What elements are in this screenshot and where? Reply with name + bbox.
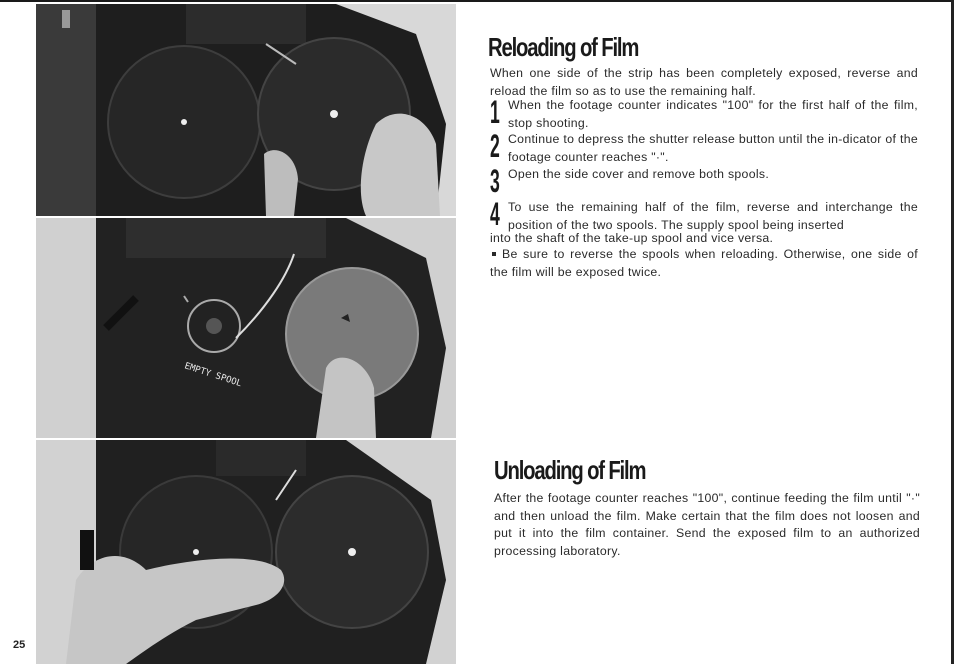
empty-spool-label: EMPTY SPOOL (183, 361, 243, 390)
unloading-text: After the footage counter reaches "100", continue feeding the film until "·" and then unload the film. Make certain that the film does not loosen and put it into the film container. Send the exposed film to an authorized processing laboratory. (494, 491, 920, 558)
step-3 (490, 163, 918, 199)
step-text: When the footage counter indicates "100" for the first half of the film, stop shooting. (508, 98, 918, 130)
photo-camera-spools-2 (36, 218, 456, 438)
step-number: 3 (490, 163, 500, 199)
step-text: To use the remaining half of the film, reverse and interchange the position of the two spools. The supply spool being inserted (508, 200, 918, 232)
photo-camera-spools-3 (36, 440, 456, 664)
step-number: 4 (490, 196, 500, 232)
step-number: 2 (490, 128, 500, 164)
page-top-border (0, 0, 954, 2)
note-text: Be sure to reverse the spools when reloading. Otherwise, one side of the film will be exposed twice. (490, 247, 918, 279)
reloading-intro: When one side of the strip has been completely exposed, reverse and reload the film so as to use the remaining half. (490, 66, 918, 98)
step-text: Continue to depress the shutter release button until the in-dicator of the footage counter reaches "·". (508, 132, 918, 164)
reloading-title: Reloading of Film (488, 32, 639, 62)
bullet-icon (492, 252, 496, 256)
step-2 (490, 128, 918, 167)
step-number: 1 (490, 94, 500, 130)
page-number: 25 (13, 639, 26, 651)
step-4-continuation: into the shaft of the take-up spool and vice versa. (490, 231, 774, 245)
unloading-title: Unloading of Film (494, 455, 646, 485)
reloading-note (490, 246, 918, 281)
step-text: Open the side cover and remove both spools. (508, 167, 770, 181)
step-1 (490, 94, 918, 133)
photo-camera-spools-1 (36, 4, 456, 216)
